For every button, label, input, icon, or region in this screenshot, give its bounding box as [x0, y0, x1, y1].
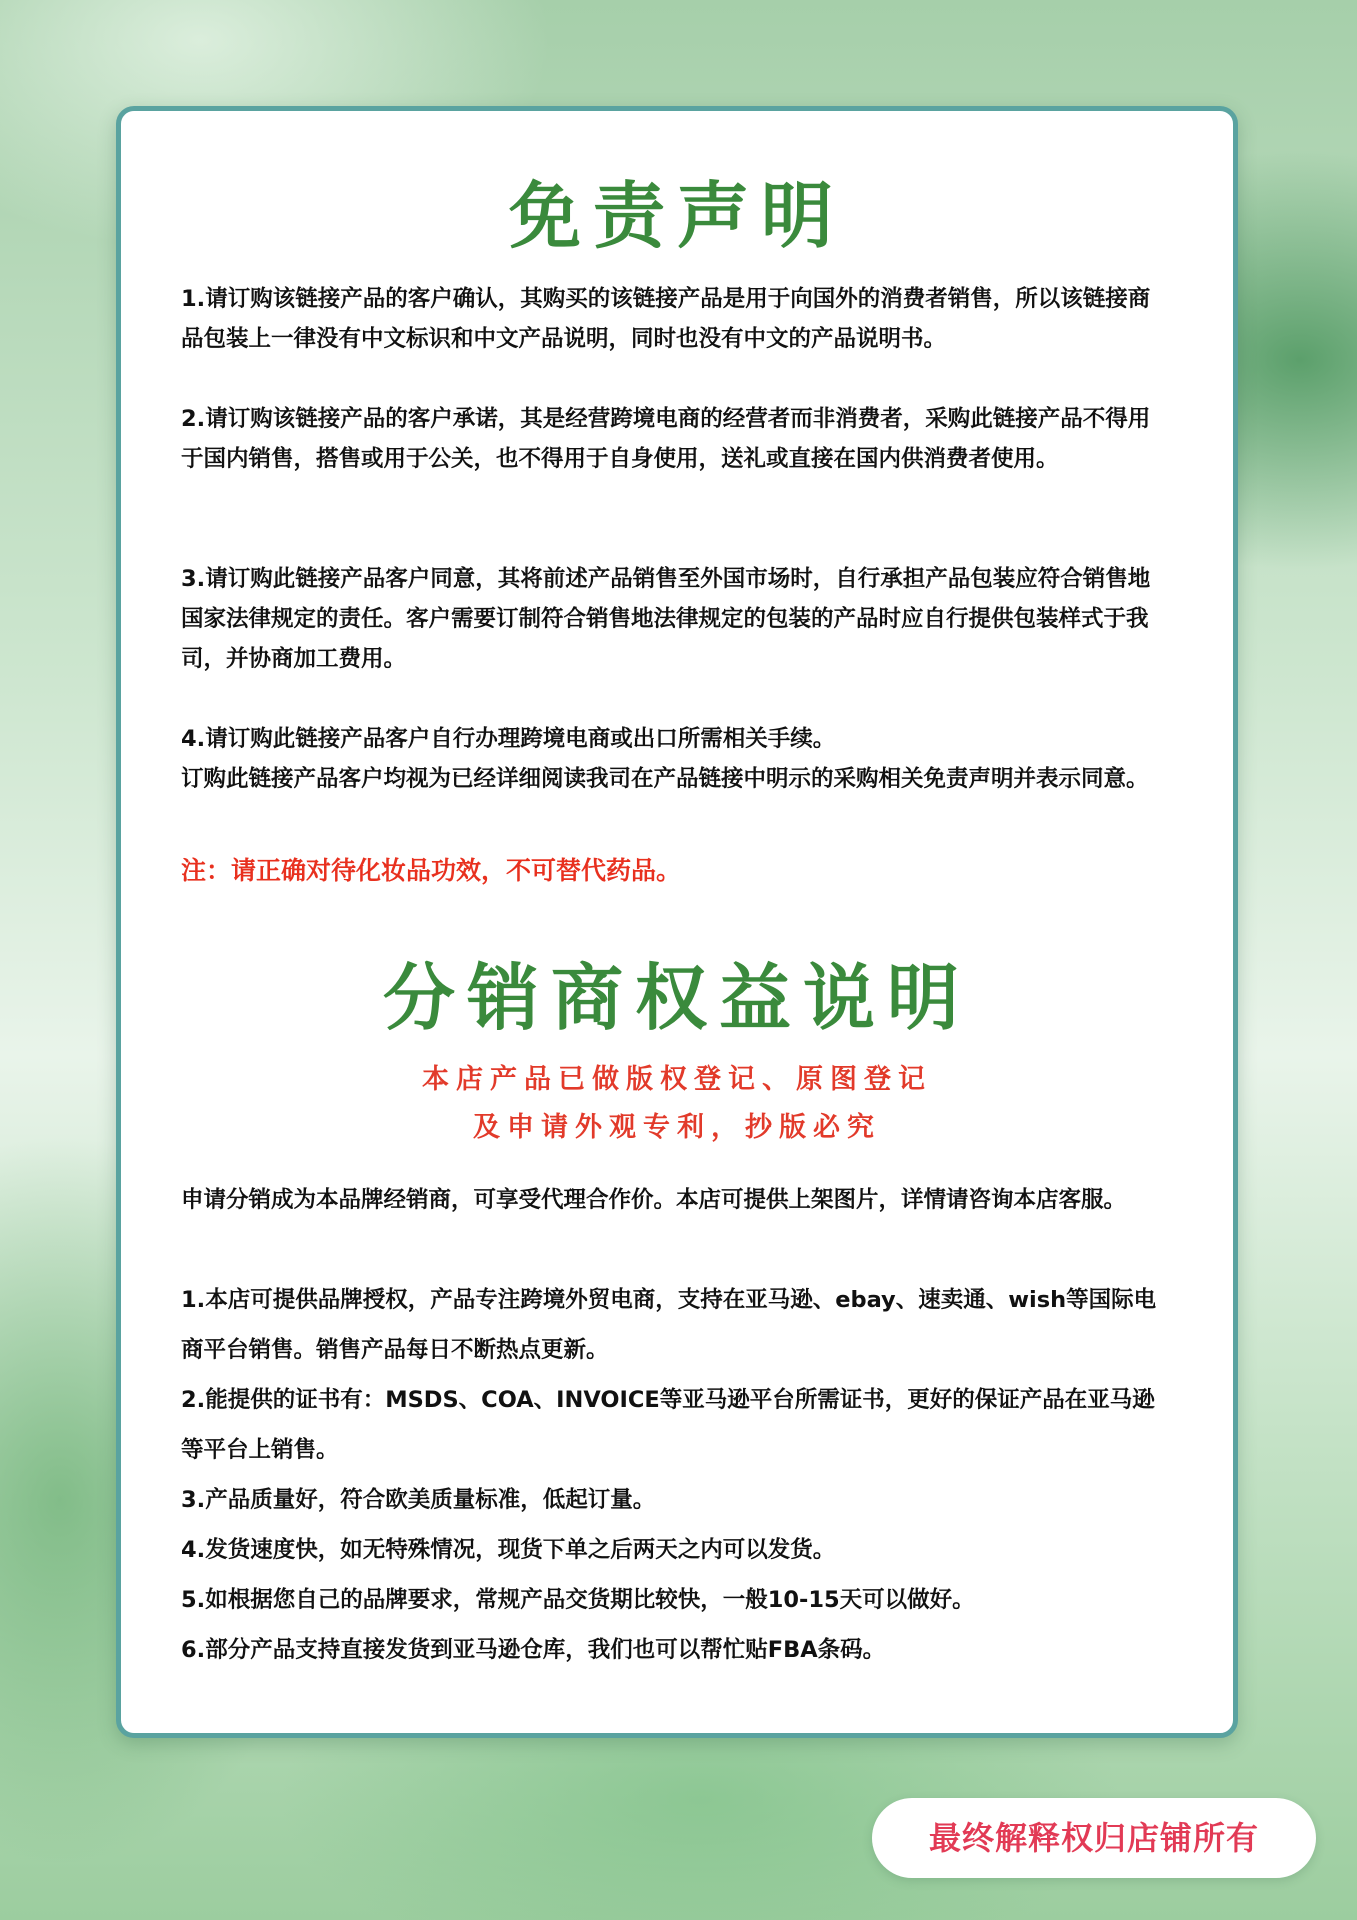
disclaimer-consent: 订购此链接产品客户均视为已经详细阅读我司在产品链接中明示的采购相关免责声明并表示同意。 [181, 766, 1149, 792]
disclaimer-clause-4: 4.请订购此链接产品客户自行办理跨境电商或出口所需相关手续。 [181, 726, 836, 752]
distributor-item-2: 2.能提供的证书有：MSDS、COA、INVOICE等亚马逊平台所需证书，更好的保证产品在亚马逊等平台上销售。 [181, 1387, 1155, 1463]
disclaimer-clause-1: 1.请订购该链接产品的客户确认，其购买的该链接产品是用于向国外的消费者销售，所以该链接商品包装上一律没有中文标识和中文产品说明，同时也没有中文的产品说明书。 [181, 286, 1151, 352]
distributor-item-1: 1.本店可提供品牌授权，产品专注跨境外贸电商，支持在亚马逊、ebay、速卖通、wish等国际电商平台销售。销售产品每日不断热点更新。 [181, 1287, 1157, 1363]
disclaimer-clause-2: 2.请订购该链接产品的客户承诺，其是经营跨境电商的经营者而非消费者，采购此链接产品不得用于国内销售，搭售或用于公关，也不得用于自身使用，送礼或直接在国内供消费者使用。 [181, 406, 1151, 472]
copyright-notice-line-1: 本店产品已做版权登记、原图登记 [422, 1064, 932, 1095]
copyright-notice-line-2: 及申请外观专利，抄版必究 [473, 1112, 881, 1143]
disclaimer-clause-3: 3.请订购此链接产品客户同意，其将前述产品销售至外国市场时，自行承担产品包装应符合销售地国家法律规定的责任。客户需要订制符合销售地法律规定的包装的产品时应自行提供包装样式于我司，并协商加工费用。 [181, 566, 1151, 672]
cosmetics-note: 注：请正确对待化妆品功效，不可替代药品。 [181, 856, 682, 885]
distributor-item-5: 5.如根据您自己的品牌要求，常规产品交货期比较快，一般10-15天可以做好。 [181, 1587, 975, 1613]
distributor-title: 分销商权益说明 [382, 956, 971, 1040]
distributor-item-3: 3.产品质量好，符合欧美质量标准，低起订量。 [181, 1487, 656, 1513]
distributor-item-6: 6.部分产品支持直接发货到亚马逊仓库，我们也可以帮忙贴FBA条码。 [181, 1637, 886, 1663]
content-card [116, 106, 1238, 1738]
disclaimer-title: 免责声明 [508, 174, 845, 258]
final-interpretation-badge: 最终解释权归店铺所有 [872, 1798, 1316, 1878]
distributor-item-4: 4.发货速度快，如无特殊情况，现货下单之后两天之内可以发货。 [181, 1537, 836, 1563]
distributor-intro: 申请分销成为本品牌经销商，可享受代理合作价。本店可提供上架图片，详情请咨询本店客服。 [181, 1187, 1127, 1213]
